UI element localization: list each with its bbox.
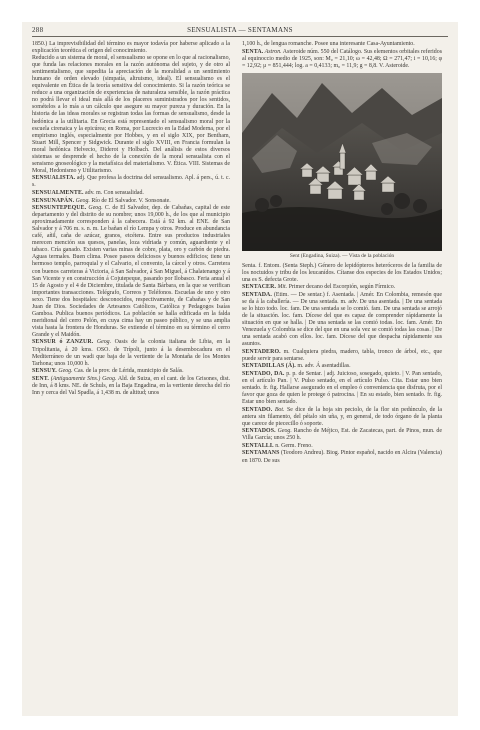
entry-category: Astron. <box>263 48 282 55</box>
dictionary-entry <box>242 49 442 70</box>
right-column-bottom <box>242 263 442 465</box>
entry-text: Oasis de la colonia italiana de Libia, en la Tripolitania, á 20 kms. OSO. de Trípoli, junto á la desembocadura en el Mediterráneo de un wadi que baja de la vertiente de la Montaña de los Montes Tarhona; unos 10,000 h. <box>32 339 230 367</box>
entry-category: Geog. <box>93 339 112 346</box>
entry-text: Rancho de Méjico, Est. de Zacatecas, part. de Pinos, mun. de Villa García; unos 250 h. <box>242 428 442 442</box>
village-photo <box>242 73 442 251</box>
dictionary-entry <box>242 292 442 348</box>
entry-text: p. p. de Sentar. | adj. Juicioso, sosegado, quieto. | V. Pan sentado, en el artículo Pan. | V. Pulso sentado, en el artículo Pulso. Cita. Estar uno bien sentado. fr. fig. Hallarse asegurado en el empleo ó conveniencia que disfruta, por el favor que goza de quien le protege ó patrocina. | En su estado, bien sentado. fr. fig. Estar uno bien sentado. <box>242 370 442 406</box>
entry-text: C. de El Salvador, dep. de Cabañas, capital de este departamento y del distrito de su nombre; unos 19,000 h., de los que al municipio aproximadamente corresponden á la cabecera. Está á 92 km. al ENE. de San Salvador y á 706 m. s. n. m. Le bañan el río Lempa y otros. Produce en abundancia café, añil, caña de azúcar, granos, etcétera. Entre sus productos industriales merecen mención sus quesos, panelas, loza vidriada y común, aguardiente y el tabaco. Cría ganado. Existen varias minas de cobre, plata, oro y carbón de piedra. Aguas termales. Buen clima. Posee paseos deliciosos y buenos edificios; tiene un hermoso templo, parroquial y el Calvario, el convento, la cárcel y otros. Carretera con buenos carreteras á Victoria, á San Salvador, á San Miguel, á Chalatenango y á San Vicente y en construcción á Cojutepeque, pasando por Ilobasco. Feria anual el 15 de Agosto y el 4 de Diciembre, titulada de Santa Bárbara, en la que se verifican importantes transacciones. Telégrafo, Correos y Teléfonos. Escuelas de uno y otro sexo. Tiene dos hospitales: desconocidos, respectivamente, de Cabañas y de San Juan de Dios. Sociedades de Artesanos Católicos, Católica y Pedagogos Isaías Gamboa. Publica buenos periódicos. La población se halla edificada en la falda meridional del cerro Pelón, en cuya cima hay un paseo público, y se una amplia vista hasta la frontera de Honduras. Se extiende el término en su término el cerro Grande y el Maidón. <box>32 205 230 338</box>
photo-caption: Sent (Engadina, Suiza). — Vista de la población <box>289 252 395 259</box>
dictionary-entry <box>32 376 230 397</box>
dictionary-entry <box>242 428 442 442</box>
dictionary-entry <box>242 407 442 428</box>
entry-category: Geog. <box>56 368 73 375</box>
dictionary-entry <box>32 198 230 205</box>
entry-headword: SENTA. <box>242 48 264 55</box>
dictionary-page <box>22 22 458 716</box>
dictionary-entry <box>242 443 442 450</box>
dictionary-entry <box>32 205 230 339</box>
entry-headword: SENTADOS. <box>242 428 276 435</box>
entry-text: Reducido a un sistema de moral, el sensualismo se opone en lo que al racionalismo, que funda las relaciones morales en la razón autónoma del sujeto, y de otro al sentimentalismo, que supedita la apreciación de la moralidad a un sentimiento humano de orden elevado (simpatía, altruismo, ideal). El sensualismo es el equivalente en Ética de la teoría sensitiva del conocimiento. Si la razón teórica se reduce a una organización de experiencias de naturaleza sensible, la razón práctica no podrá llevar el ideal más allá de los placeres suministrados por los sentidos, somételos a lo más a un cálculo que asegure su mayor pureza y duración. En la historia de las ideas morales se registran todas las formas de sensualismo, desde la hedónica a la utilitaria. En Grecia está representado el sensualismo moral por la escuela cirenaica y la epicúrea; en Roma, por Lucrecio en la Edad Moderna, por el empirismo inglés, especialmente por Hobbes, y en el siglo XIX, por Bentham, Stuart Mill, Spencer y Sidgwick. Durante el siglo XVIII, en Francia formulan la moral hedónica Helvecio, Diderot y Holbach. Del análisis de estos diversos sistemas se desprende el hecho de la conexión de la moral sensualista con el sensismo gnoseológico y la metafísica del materialismo. V. Ética. VIII. Sistemas de Moral, Hedonismo y Utilitarismo. <box>32 55 230 174</box>
dictionary-entry <box>242 450 442 464</box>
entry-headword: SENTADO. <box>242 406 273 413</box>
dictionary-entry <box>242 263 442 284</box>
entry-headword: SENSUNAPÁN. <box>32 197 75 204</box>
entry-headword: SENTADA. <box>242 291 272 298</box>
left-column <box>32 41 230 397</box>
entry-text: Asteroide núm. 550 del Catálogo. Sus elementos orbitales referidos al equinoccio medio de 1925, son: M₀ = 21,10; ω = 42,48; Ω = 271,47; i = 10,16; φ = 12,92; μ = 851,444; log. a = 0,4133; m₀ = 11,9; g = 8,8. V. Asteroide. <box>242 48 442 69</box>
dictionary-entry <box>242 284 442 291</box>
entry-headword: SENTADERO. <box>242 348 281 355</box>
entry-headword: SENTACER. <box>242 284 277 291</box>
running-title: SENSUALISTA — SENTAMANS <box>187 26 293 35</box>
entry-category: Geog. <box>86 205 103 212</box>
right-column-top <box>242 41 442 70</box>
entry-headword: SENSUY. <box>32 368 57 375</box>
entry-headword: SENSUALISTA. <box>32 175 76 182</box>
dictionary-entry <box>32 190 230 197</box>
dictionary-entry <box>32 175 230 189</box>
entry-text: Senta. f. Entom. (Senta Steph.) Género de lepidópteros heteróceros de la familia de los noctuidos y tribu de los leucanídos. Cítanse dos especies de los Estados Unidos; una es S. defecta Grote. <box>242 262 442 283</box>
text-paragraph <box>32 41 230 55</box>
entry-category: Mit. <box>276 284 288 291</box>
entry-text: m. adv. Á asentadillas. <box>295 363 351 370</box>
running-header <box>32 26 448 36</box>
entry-text: Ald. de Suiza, en el cant. de los Grisones, dist. de Inn, á 8 kms. NE. de Schuls, en la Baja Engadina, en la vertiente derecha del río Inn y cerca del Val Spadla, á 1,438 m. de altitud; unos <box>32 375 230 396</box>
entry-category: Geog. <box>74 197 90 204</box>
entry-headword: SENTAMANS <box>242 450 280 457</box>
dictionary-entry <box>32 368 230 375</box>
entry-text: 1,100 h., de lengua romanche. Posee una interesante Casa-Ayuntamiento. <box>242 41 415 47</box>
dictionary-entry <box>242 363 442 370</box>
entry-text: adv. m. Con sensualidad. <box>83 189 144 196</box>
entry-headword: SENSUR ó ZANZUR. <box>32 339 94 346</box>
entry-text: Primer decano del Escorpión, según Fírmico. <box>287 284 396 291</box>
entry-text: n. Germ. Freno. <box>273 442 313 449</box>
dictionary-entry <box>242 349 442 363</box>
entry-text: 1850.) La imprevisibilidad del término es mayor todavía por haberse aplicado a la explicación teorética el origen del conocimiento. <box>32 41 230 55</box>
entry-text: (Teodoro Andreu). Biog. Pintor español, nacido en Alcira (Valencia) en 1870. De sus <box>242 450 442 464</box>
entry-category: (Antiguamente Sins.) Geog. <box>48 375 117 382</box>
entry-headword: SENT. <box>32 375 49 382</box>
text-paragraph <box>32 55 230 175</box>
page-number: 288 <box>32 26 44 35</box>
header-rule <box>32 36 448 37</box>
entry-headword: SENTADO, DA. <box>242 370 285 377</box>
entry-text: adj. Que profesa la doctrina del sensualismo. Apl. á pers., ú. t. c. s. <box>32 175 230 189</box>
entry-text: Cas. de la prov. de Lérida, municipio de Salás. <box>72 368 184 375</box>
entry-text: Se dice de la hoja sin peciolo, de la flor sin pedúnculo, de la antera sin filamento, del pétalo sin uña, y, en general, de todo órgano de la planta que carece de piececillo ó soporte. <box>242 406 442 427</box>
right-column <box>242 41 442 465</box>
text-paragraph <box>242 41 442 48</box>
entry-headword: SENSUNTEPEQUE. <box>32 205 87 212</box>
dictionary-entry <box>242 371 442 406</box>
entry-text: m. Cualquiera piedra, madero, tabla, tronco de árbol, etc., que puede servir para sentarse. <box>242 348 442 362</box>
dictionary-entry <box>32 339 230 367</box>
entry-text: (Etim. — De sentar.) f. Asentada. | Amér. En Colombia, remesón que se da á la caballería. — De una sentada. m. adv. De una asentada. | De una sentada se lo hizo todo. loc. fam. De una sentada se lo comió. fam. De una sentada se arrojó de la situación. loc. fam. Dícese del que es capaz de comprender rápidamente la situación en que se halla. | De una sentada se las comió todas. loc. fam. Amér. En Venezuela y Colombia se dice del que en una sola vez se comió todas las cosas. | De una sentada acabó con ellos. loc. fam. Dícese del que despacha rápidamente sus asuntos. <box>242 291 442 348</box>
entry-headword: SENTALLI. <box>242 442 274 449</box>
entry-category: Geog. <box>275 428 292 435</box>
entry-text: Río de El Salvador. V. Sonsonate. <box>89 197 171 204</box>
entry-category: Bot. <box>272 406 285 413</box>
entry-headword: SENSUALMENTE. <box>32 189 84 196</box>
entry-headword: SENTADILLAS (Á). <box>242 363 296 370</box>
